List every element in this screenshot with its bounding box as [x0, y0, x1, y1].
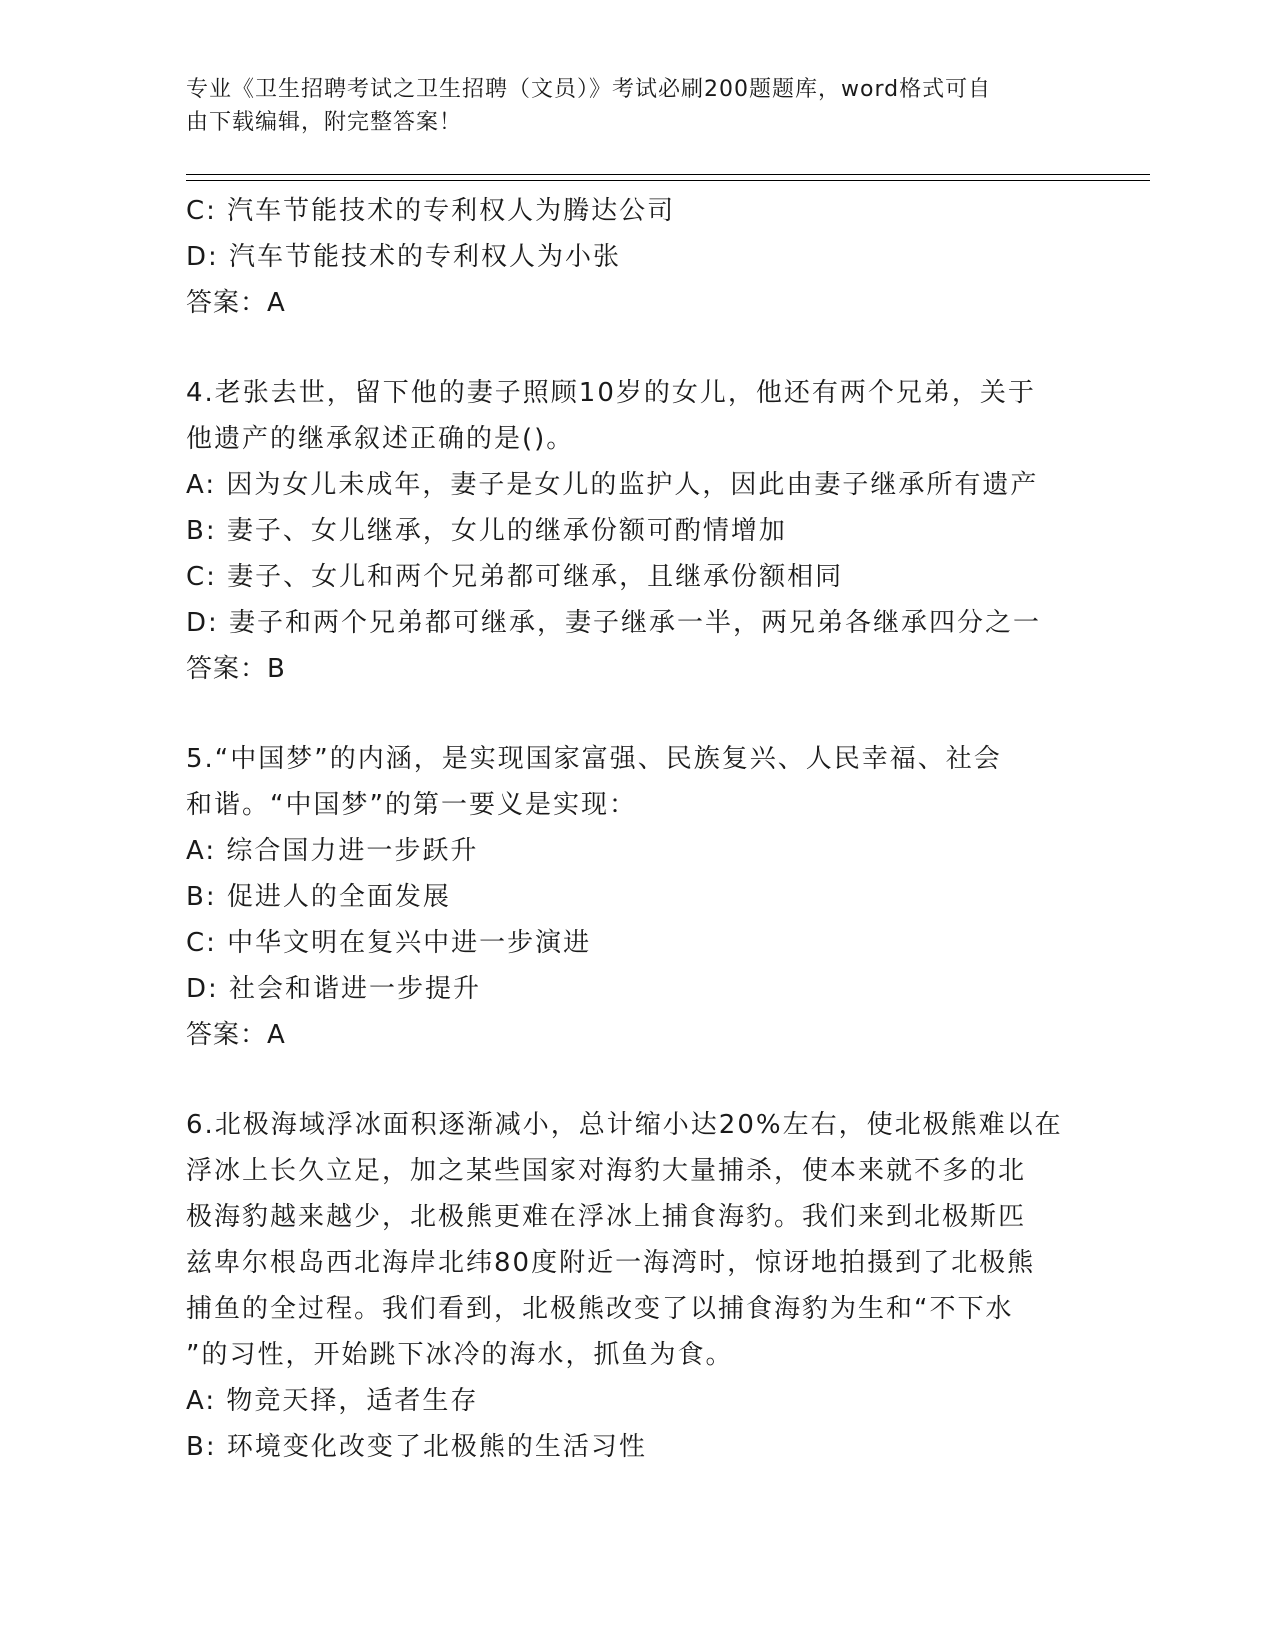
answer-line: 答案：A — [186, 288, 286, 318]
question-stem-line: 和谐。“中国梦”的第一要义是实现： — [186, 790, 637, 820]
option-b: B: 促进人的全面发展 — [186, 882, 451, 912]
question-stem-line: 5.“中国梦”的内涵，是实现国家富强、民族复兴、人民幸福、社会 — [186, 744, 1002, 774]
question-stem-line: ”的习性，开始跳下冰冷的海水，抓鱼为食。 — [186, 1340, 734, 1370]
header-line-2: 由下载编辑，附完整答案！ — [186, 110, 463, 135]
question-stem-line: 兹卑尔根岛西北海岸北纬80度附近一海湾时，惊讶地拍摄到了北极熊 — [186, 1248, 1036, 1278]
option-d: D: 汽车节能技术的专利权人为小张 — [186, 242, 622, 272]
header-line-1: 专业《卫生招聘考试之卫生招聘（文员）》考试必刷200题题库，word格式可自 — [186, 77, 992, 102]
option-d: D: 妻子和两个兄弟都可继承，妻子继承一半，两兄弟各继承四分之一 — [186, 608, 1042, 638]
question-stem-line: 捕鱼的全过程。我们看到，北极熊改变了以捕食海豹为生和“不下水 — [186, 1294, 1014, 1324]
answer-line: 答案：A — [186, 1020, 286, 1050]
question-stem-line: 6.北极海域浮冰面积逐渐减小，总计缩小达20%左右，使北极熊难以在 — [186, 1110, 1063, 1140]
option-a: A: 物竞天择，适者生存 — [186, 1386, 479, 1416]
header-divider-top — [186, 174, 1150, 175]
question-stem-line: 他遗产的继承叙述正确的是()。 — [186, 424, 575, 454]
document-body — [186, 188, 1086, 1470]
option-b: B: 环境变化改变了北极熊的生活习性 — [186, 1432, 647, 1462]
question-5 — [186, 736, 1086, 1058]
option-d: D: 社会和谐进一步提升 — [186, 974, 482, 1004]
question-6 — [186, 1102, 1086, 1470]
question-4 — [186, 370, 1086, 692]
option-c: C: 妻子、女儿和两个兄弟都可继承，且继承份额相同 — [186, 562, 844, 592]
option-b: B: 妻子、女儿继承，女儿的继承份额可酌情增加 — [186, 516, 787, 546]
answer-line: 答案：B — [186, 654, 286, 684]
option-a: A: 因为女儿未成年，妻子是女儿的监护人，因此由妻子继承所有遗产 — [186, 470, 1039, 500]
previous-question-block — [186, 188, 1086, 326]
question-stem-line: 4.老张去世，留下他的妻子照顾10岁的女儿，他还有两个兄弟，关于 — [186, 378, 1036, 408]
question-stem-line: 浮冰上长久立足，加之某些国家对海豹大量捕杀，使本来就不多的北 — [186, 1156, 1027, 1186]
document-header — [186, 73, 1076, 139]
header-divider-bottom — [186, 180, 1150, 181]
option-c: C: 汽车节能技术的专利权人为腾达公司 — [186, 196, 676, 226]
option-c: C: 中华文明在复兴中进一步演进 — [186, 928, 592, 958]
option-a: A: 综合国力进一步跃升 — [186, 836, 479, 866]
question-stem-line: 极海豹越来越少，北极熊更难在浮冰上捕食海豹。我们来到北极斯匹 — [186, 1202, 1027, 1232]
